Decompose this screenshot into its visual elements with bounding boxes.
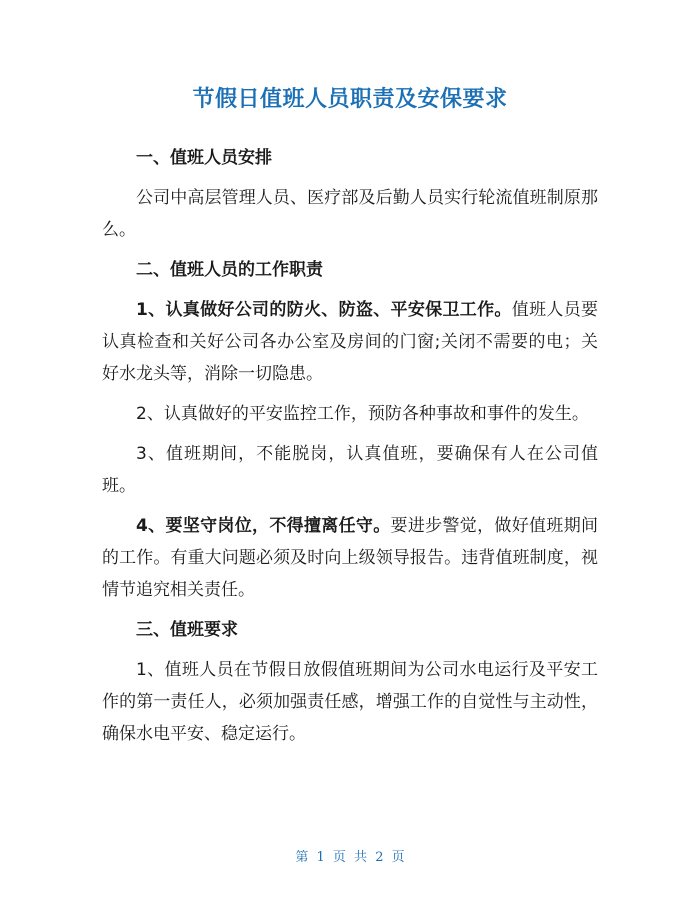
- paragraph-text: 要进步警觉，做好值班期间的工作。有重大问题必须及时向上级领导报告。违背值班制度，视情节追究相关责任。: [102, 516, 599, 600]
- document-title: 节假日值班人员职责及安保要求: [192, 87, 508, 112]
- section-heading-3: 三、值班要求: [136, 620, 238, 640]
- section-2-paragraph-3: 3、值班期间，不能脱岗，认真值班，要确保有人在公司值班。: [102, 444, 598, 496]
- section-2-paragraph-1: [102, 294, 598, 390]
- section-3-paragraph-1: 1、值班人员在节假日放假值班期间为公司水电运行及平安工作的第一责任人，必须加强责任感，增强工作的自觉性与主动性，确保水电平安、稳定运行。: [102, 660, 598, 744]
- section-2-paragraph-4: [102, 510, 598, 606]
- section-2-paragraph-2: 2、认真做好的平安监控工作，预防各种事故和事件的发生。: [136, 404, 589, 424]
- paragraph-text: 值班人员要认真检查和关好公司各办公室及房间的门窗;关闭不需要的电；关好水龙头等，消除一切隐患。: [102, 300, 599, 384]
- section-heading-1: 一、值班人员安排: [136, 148, 272, 168]
- page-number-footer: 第 1 页 共 2 页: [295, 850, 405, 865]
- paragraph-bold-lead: 1、认真做好公司的防火、防盗、平安保卫工作。: [136, 300, 512, 320]
- section-heading-2: 二、值班人员的工作职责: [136, 260, 323, 280]
- section-1-paragraph: 公司中高层管理人员、医疗部及后勤人员实行轮流值班制原那么。: [102, 188, 598, 240]
- document-body: [102, 142, 598, 758]
- paragraph-bold-lead: 4、要坚守岗位，不得擅离任守。: [136, 516, 391, 536]
